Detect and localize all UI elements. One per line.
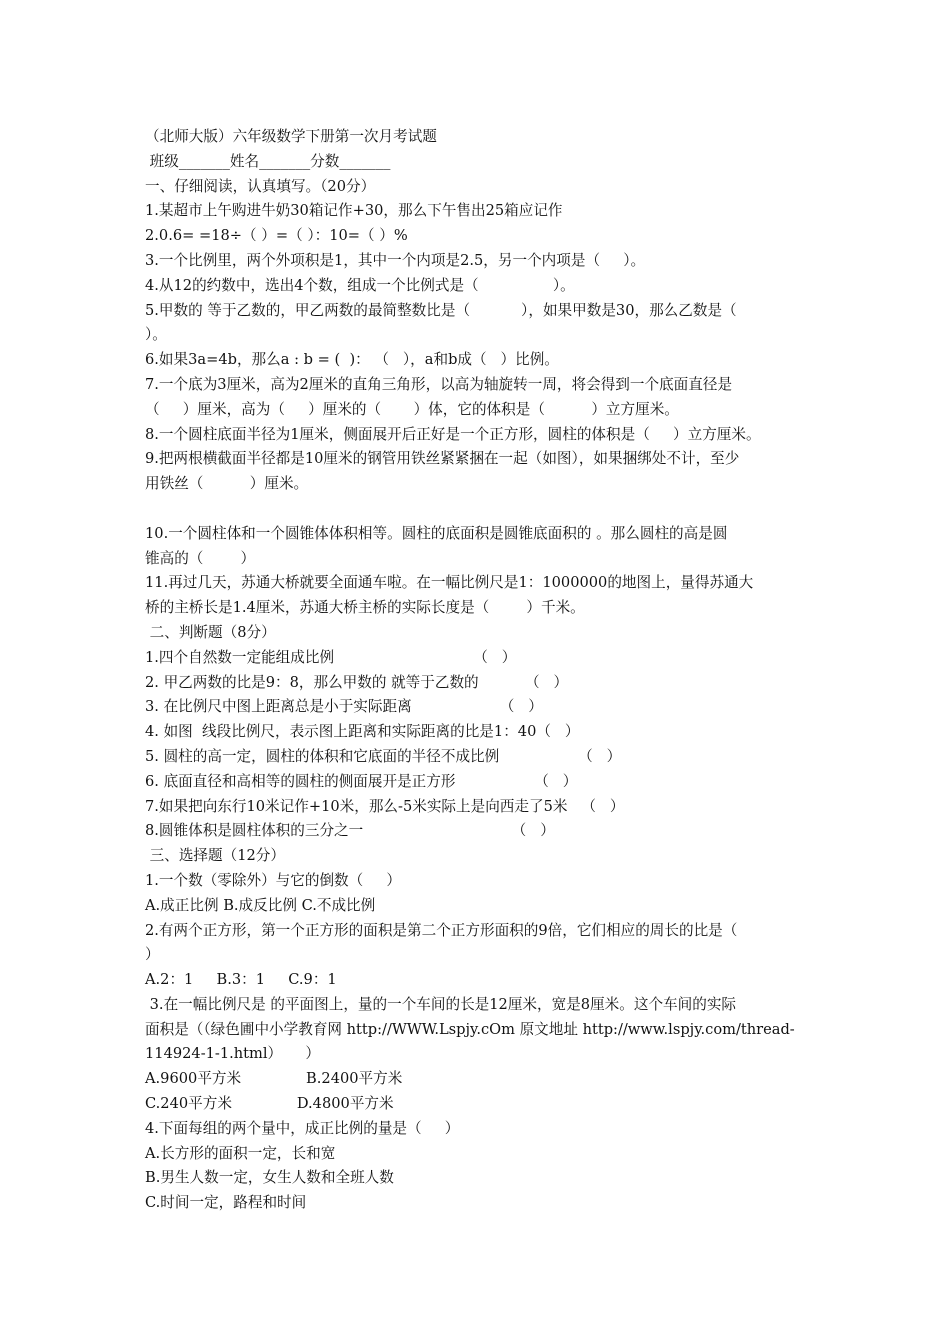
- question-line: 4.从12的约数中，选出4个数，组成一个比例式是（ ）。: [145, 276, 575, 294]
- judgment-line: 1.四个自然数一定能组成比例 （ ）: [145, 648, 517, 666]
- choice-line: 114924-1-1.html） ）: [145, 1045, 320, 1063]
- question-line: 6.如果3a=4b，那么a : b = ( )： （ ），a和b成（ ）比例。: [145, 351, 559, 369]
- judgment-line: 8.圆锥体积是圆柱体积的三分之一 （ ）: [145, 822, 555, 840]
- question-line: 7.一个底为3厘米，高为2厘米的直角三角形，以高为轴旋转一周，将会得到一个底面直径是: [145, 375, 733, 393]
- choice-line: 4.下面每组的两个量中，成正比例的量是（ ）: [145, 1119, 460, 1137]
- student-info: 班级_______姓名_______分数_______: [145, 152, 391, 170]
- choice-line: A.9600平方米 B.2400平方米: [145, 1070, 403, 1088]
- choice-line: B.男生人数一定，女生人数和全班人数: [145, 1169, 394, 1187]
- question-line: ）。: [145, 326, 167, 344]
- judgment-line: 5. 圆柱的高一定，圆柱的体积和它底面的半径不成比例 （ ）: [145, 747, 622, 765]
- choice-line: A.2：1 B.3：1 C.9：1: [145, 971, 337, 989]
- section2-heading: 二、判断题（8分）: [145, 623, 276, 641]
- judgment-line: 7.如果把向东行10米记作+10米，那么-5米实际上是向西走了5米 （ ）: [145, 797, 625, 815]
- choice-line: 1.一个数（零除外）与它的倒数（ ）: [145, 871, 402, 889]
- judgment-line: 3. 在比例尺中图上距离总是小于实际距离 （ ）: [145, 698, 543, 716]
- judgment-line: 6. 底面直径和高相等的圆柱的侧面展开是正方形 （ ）: [145, 772, 578, 790]
- page-title: （北师大版）六年级数学下册第一次月考试题: [145, 128, 437, 145]
- choice-line: ）: [145, 946, 160, 964]
- question-line: 8.一个圆柱底面半径为1厘米，侧面展开后正好是一个正方形，圆柱的体积是（ ）立方厘米。: [145, 425, 761, 443]
- choice-line: C.时间一定，路程和时间: [145, 1194, 307, 1212]
- question-line: 锥高的（ ）: [145, 549, 256, 567]
- choice-line: 3.在一幅比例尺是 的平面图上，量的一个车间的长是12厘米，宽是8厘米。这个车间的实际: [145, 995, 737, 1013]
- section3-heading: 三、选择题（12分）: [145, 847, 285, 865]
- section1-heading: 一、仔细阅读，认真填写。（20分）: [145, 177, 376, 195]
- question-line: 3.一个比例里，两个外项积是1，其中一个内项是2.5，另一个内项是（ ）。: [145, 251, 646, 269]
- question-line: 1.某超市上午购进牛奶30箱记作+30，那么下午售出25箱应记作: [145, 202, 563, 220]
- choice-line: 面积是（（绿色圃中小学教育网 http://WWW.Lspjy.cOm 原文地址 http://www.lspjy.com/thread-: [145, 1020, 795, 1038]
- question-line: 桥的主桥长是1.4厘米，苏通大桥主桥的实际长度是（ ）千米。: [145, 599, 585, 617]
- question-line: 11.再过几天，苏通大桥就要全面通车啦。在一幅比例尺是1：1000000的地图上，量得苏通大: [145, 574, 754, 592]
- question-line: 2.0.6= =18÷（ ）=（ ）：10=（ ）%: [145, 227, 408, 245]
- choice-line: 2.有两个正方形，第一个正方形的面积是第二个正方形面积的9倍，它们相应的周长的比是（: [145, 921, 738, 939]
- question-line: 用铁丝（ ）厘米。: [145, 475, 309, 493]
- choice-line: A.长方形的面积一定，长和宽: [145, 1144, 336, 1162]
- question-line: 5.甲数的 等于乙数的，甲乙两数的最简整数比是（ ），如果甲数是30，那么乙数是（: [145, 301, 737, 319]
- question-line: （ ）厘米，高为（ ）厘米的（ ）体，它的体积是（ ）立方厘米。: [145, 400, 679, 418]
- question-line: 10.一个圆柱体和一个圆锥体体积相等。圆柱的底面积是圆锥底面积的 。那么圆柱的高是圆: [145, 524, 728, 542]
- blank-line: [145, 497, 821, 522]
- judgment-line: 4. 如图 线段比例尺，表示图上距离和实际距离的比是1：40（ ）: [145, 723, 580, 741]
- judgment-line: 2. 甲乙两数的比是9：8，那么甲数的 就等于乙数的 （ ）: [145, 673, 569, 691]
- choice-line: A.成正比例 B.成反比例 C.不成比例: [145, 896, 376, 914]
- exam-page: [145, 125, 821, 1216]
- question-line: 9.把两根横截面半径都是10厘米的钢管用铁丝紧紧捆在一起（如图），如果捆绑处不计，至少: [145, 450, 740, 468]
- choice-line: C.240平方米 D.4800平方米: [145, 1095, 394, 1113]
